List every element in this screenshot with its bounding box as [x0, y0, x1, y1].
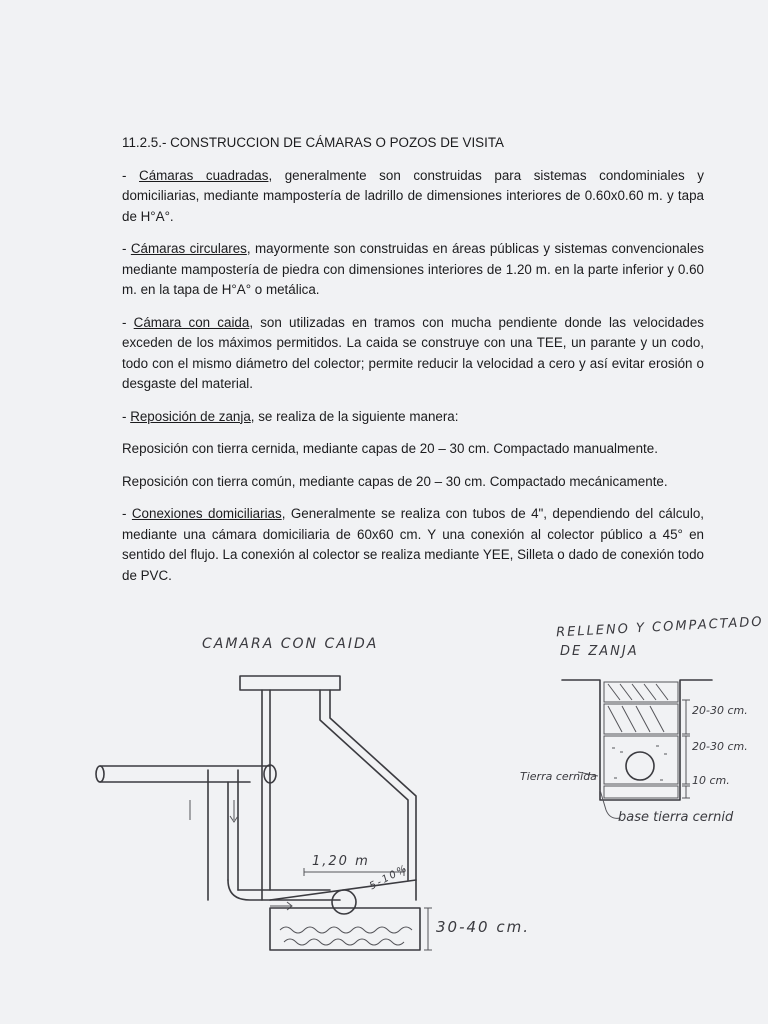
paragraph-house-connections: - Conexiones domiciliarias, Generalmente se realiza con tubos de 4", dependiendo del cálculo, mediante una cámara domiciliaria de 60x60 cm. Y una conexión al colector público a 45° en sentido del flujo. La conexión al colector se realiza mediante YEE, Silleta o dado de conexión todo de PVC.	[122, 506, 704, 583]
layer-3-label: 10 cm.	[692, 774, 730, 787]
side-soil-label: Tierra cernida	[520, 770, 597, 783]
sketch-title-trench-line2: DE ZANJA	[560, 644, 639, 659]
dimension-base-label: 30-40 cm.	[436, 918, 530, 936]
layer-1-label: 20-30 cm.	[692, 704, 748, 717]
dimension-width-label: 1,20 m	[312, 854, 370, 869]
drop-chamber-sketch	[96, 676, 432, 950]
paragraph-text: , son utilizadas en tramos con mucha pendiente donde las velocidades exceden de los máximos permitidos. La caida se construye con una TEE, un parante y un codo, todo con el mismo diámetro del colector; permite reducir la velocidad a cero y así evitar erosión o desgaste del material.	[122, 314, 704, 391]
term: Cámara con caida	[133, 314, 250, 330]
paragraph-text: , Generalmente se realiza con tubos de 4", dependiendo del cálculo, mediante una cámara domiciliaria de 60x60 cm. Y una conexión al colector público a 45° en sentido del flujo. La conexión al colector se realiza mediante YEE, Silleta o dado de conexión todo de PVC.	[122, 506, 704, 583]
slope-label: 5-10%	[367, 862, 411, 893]
section-heading: 11.2.5.- CONSTRUCCION DE CÁMARAS O POZOS DE VISITA	[122, 135, 504, 150]
paragraph-sifted-soil: Reposición con tierra cernida, mediante capas de 20 – 30 cm. Compactado manualmente.	[122, 441, 658, 456]
sketch-title-trench-line1: RELLENO Y COMPACTADO	[555, 614, 764, 641]
term: Cámaras circulares	[130, 241, 247, 256]
paragraph-square-chambers: - Cámaras cuadradas, generalmente son construidas para sistemas condominiales y domiciliarias, mediante mampostería de ladrillo de dimensiones interiores de 0.60x0.60 m. y tapa de H°A°.	[122, 167, 704, 224]
term: Conexiones domiciliarias	[131, 506, 282, 521]
paragraph-text: , se realiza de la siguiente manera:	[250, 408, 459, 424]
sketch-title-drop-chamber: CAMARA CON CAIDA	[202, 636, 379, 652]
paragraph-text: , mayormente son construidas en áreas públicas y sistemas convencionales mediante mampostería de piedra con dimensiones interiores de 1.20 m. en la parte inferior y 0.60 m. en la tapa de H°A° o metálica.	[122, 241, 704, 297]
base-soil-label: base tierra cernid	[618, 810, 734, 825]
paragraph-common-soil: Reposición con tierra común, mediante capas de 20 – 30 cm. Compactado mecánicamente.	[122, 473, 668, 489]
paragraph-drop-chamber: - Cámara con caida, son utilizadas en tramos con mucha pendiente donde las velocidades exceden de los máximos permitidos. La caida se construye con una TEE, un parante y un codo, todo con el mismo diámetro del colector; permite reducir la velocidad a cero y así evitar erosión o desgaste del material.	[122, 314, 704, 391]
paragraph-circular-chambers: - Cámaras circulares, mayormente son construidas en áreas públicas y sistemas convencionales mediante mampostería de piedra con dimensiones interiores de 1.20 m. en la parte inferior y 0.60 m. en la tapa de H°A° o metálica.	[122, 241, 704, 297]
term: Reposición de zanja	[130, 408, 251, 424]
term: Cámaras cuadradas	[139, 167, 269, 183]
layer-2-label: 20-30 cm.	[692, 740, 748, 753]
trench-backfill-sketch	[562, 680, 712, 818]
paragraph-trench-backfill: - Reposición de zanja, se realiza de la siguiente manera:	[122, 408, 459, 424]
paragraph-text: , generalmente son construidas para sistemas condominiales y domiciliarias, mediante mampostería de ladrillo de dimensiones interiores de 0.60x0.60 m. y tapa de H°A°.	[122, 167, 704, 224]
